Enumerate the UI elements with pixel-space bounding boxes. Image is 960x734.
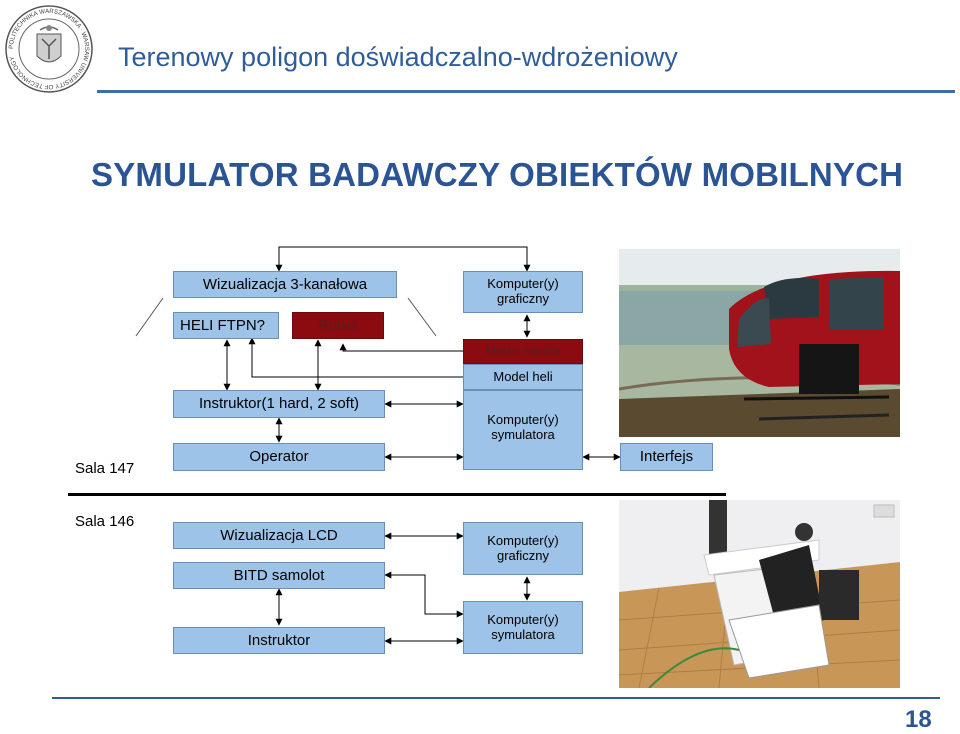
graphics-computer-146-box: Komputer(y) graficzny <box>463 522 583 575</box>
visualization-lcd-box: Wizualizacja LCD <box>173 522 385 549</box>
interface-box: Interfejs <box>620 443 713 471</box>
visualization-3ch-box: Wizualizacja 3-kanałowa <box>173 271 397 298</box>
room-divider <box>68 493 726 496</box>
bitd-box: BITD samolot <box>173 562 385 589</box>
header-title: Terenowy poligon doświadczalno-wdrożeniowy <box>118 42 678 72</box>
footer-rule <box>52 697 940 699</box>
robot-model-box: Model robota <box>463 339 583 364</box>
airplane-simulator-photo <box>619 500 900 688</box>
robot-box: Robot <box>292 312 384 339</box>
heli-model-box: Model heli <box>463 364 583 390</box>
svg-text:POLITECHNIKA WARSZAWSKA · WARS: POLITECHNIKA WARSZAWSKA · WARSAW UNIVERSITY OF TECHNOLOGY <box>7 7 91 91</box>
helicopter-simulator-photo <box>619 249 900 437</box>
room-label-146: Sala 146 <box>75 513 135 530</box>
room-label-147: Sala 147 <box>75 460 135 477</box>
graphics-computer-box: Komputer(y) graficzny <box>463 271 583 313</box>
instructor-box: Instruktor(1 hard, 2 soft) <box>173 390 385 418</box>
sim-computer-box: Komputer(y) symulatora <box>463 390 583 470</box>
operator-box: Operator <box>173 443 385 471</box>
slide-title: SYMULATOR BADAWCZY OBIEKTÓW MOBILNYCH <box>91 156 904 193</box>
instructor-146-box: Instruktor <box>173 627 385 654</box>
sim-computer-146-box: Komputer(y) symulatora <box>463 601 583 654</box>
page-number: 18 <box>905 706 932 733</box>
heli-ftpn-box: HELI FTPN? <box>173 312 279 339</box>
